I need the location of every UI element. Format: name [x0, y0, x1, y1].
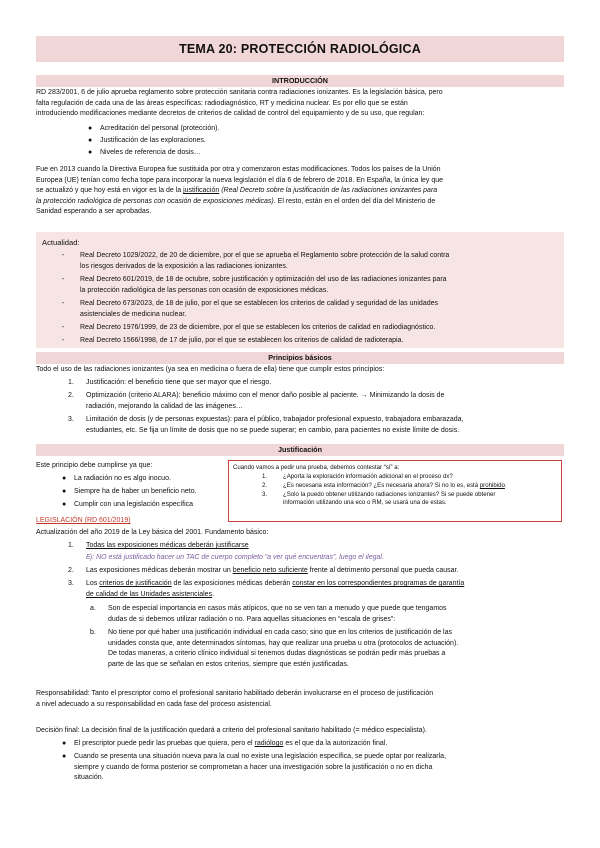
list-item	[74, 752, 560, 784]
underlined-term: justificación	[183, 187, 220, 195]
text-span: Las exposiciones médicas deberán mostrar un	[86, 567, 233, 574]
list-number: 2.	[262, 482, 268, 489]
intro-paragraph-1	[36, 88, 564, 120]
text-span: Los	[86, 580, 100, 587]
underlined-term: criterios de justificación	[99, 580, 172, 587]
underlined-term: radiólogo	[254, 740, 284, 747]
list-number: 3.	[68, 580, 74, 587]
list-item: La radiación no es algo inocuo.	[74, 475, 171, 482]
underlined-term: constar en los correspondientes programas de garantía	[292, 580, 465, 587]
bullet-icon: ●	[88, 125, 93, 132]
list-number: 1.	[68, 379, 74, 386]
decision-final: Decisión final: La decisión final de la justificación quedará a criterio del profesional sanitario habilitado (= médico especialista).	[36, 727, 427, 734]
text-line: situación.	[74, 774, 104, 782]
italic-span: la protección radiológica de personas con ocasión de exposiciones médicas)	[36, 197, 274, 205]
text-line: ¿Solo la puedo obtener utilizando radiaciones ionizantes? Si se puede obtener	[283, 491, 496, 498]
text-line: Son de especial importancia en casos más atípicos, que no se ven tan a menudo y que puede que tengamos	[108, 605, 447, 612]
dash-marker: -	[62, 337, 65, 344]
sub-item	[108, 604, 560, 625]
bullet-icon: ●	[62, 501, 67, 508]
text-line: RD 283/2001, 6 de julio aprueba reglamento sobre protección sanitaria contra radiaciones ionizantes. Es la legislación básica, pero	[36, 89, 443, 96]
text-span: El prescriptor puede pedir las pruebas que quiera, pero el	[74, 740, 255, 747]
text-line: Cuando se presenta una situación nueva para la cual no existe una legislación específica, se puede optar por realizarla,	[74, 753, 447, 760]
principio-item	[86, 391, 560, 412]
text-line: Sanidad esperando a ser aprobadas.	[36, 208, 152, 216]
sub-item	[108, 628, 560, 670]
bullet-icon: ●	[62, 488, 67, 495]
list-item: Siempre ha de haber un beneficio neto.	[74, 488, 197, 495]
text-span: . El resto, están en el orden del día del Ministerio de	[273, 197, 436, 205]
actualidad-item: Real Decreto 1566/1998, de 17 de julio, por el que se establecen los criterios de calidad de radioterapia.	[80, 337, 404, 344]
text-line: unidades consta que, ante determinados síntomas, hay que realizar una prueba u otra (protocolos de actuación).	[108, 639, 459, 647]
underlined-term: de calidad de las Unidades asistenciales	[86, 590, 213, 598]
callout-item	[283, 482, 507, 490]
list-item: Acreditación del personal (protección).	[100, 125, 220, 132]
text-line: No tiene por qué haber una justificación individual en cada caso; sino que en los criterios de justificación de las	[108, 629, 452, 636]
text-line: falta regulación de cada una de las áreas específicas: radiodiagnóstico, RT y medicina nuclear. Es por ello que se están	[36, 99, 408, 107]
text-line: parte de las que se señalan en estos criterios, siempre que estén justificadas.	[108, 660, 349, 668]
actualidad-item: Real Decreto 1976/1999, de 23 de diciembre, por el que se establecen los criterios de calidad en radiodiagnóstico.	[80, 324, 436, 331]
legislacion-intro: Actualización del año 2019 de la Ley básica del 2001. Fundamento básico:	[36, 529, 269, 536]
text-line: introduciendo modificaciones mediante decretos de criterios de calidad de control del equipamiento y de su uso, que regulan:	[36, 110, 425, 118]
actualidad-item	[80, 251, 558, 272]
norma-item	[86, 541, 249, 552]
bullet-icon: ●	[62, 753, 67, 760]
list-item: Cumplir con una legislación específica	[74, 501, 194, 508]
principios-intro: Todo el uso de las radiaciones ionizantes (ya sea en medicina o fuera de ella) tiene que cumplir estos principios:	[36, 366, 385, 373]
text-span: es el que da la autorización final.	[283, 740, 388, 747]
page-title: TEMA 20: PROTECCIÓN RADIOLÓGICA	[36, 36, 564, 62]
text-line	[86, 579, 560, 590]
list-number: 1.	[68, 542, 74, 549]
text-line: Fue en 2013 cuando la Directiva Europea fue sustituida por otra y comenzaron estas modificaciones. Todos los países de la Unión	[36, 166, 441, 173]
italic-span: (Real Decreto sobre la justificación de las radiaciones ionizantes para	[219, 187, 438, 195]
text-line: radiación, mejorando la calidad de las imágenes…	[86, 402, 243, 410]
text-line: Optimización (criterio ALARA): beneficio máximo con el menor daño posible al paciente. → Minimizando la dosis de	[86, 392, 445, 399]
text-line: Responsabilidad: Tanto el prescriptor como el profesional sanitario habilitado deberán involucrarse en el proceso de justificación	[36, 690, 434, 697]
list-item: Niveles de referencia de dosis…	[100, 149, 201, 156]
text-line: dudas de si debemos utilizar radiación o no. Para aquellas situaciones en “escala de grises”:	[108, 615, 396, 623]
text-span: .	[504, 482, 507, 489]
text-line	[36, 186, 564, 197]
bullet-icon: ●	[88, 149, 93, 156]
text-span: frente al detrimento personal que pueda causar.	[307, 567, 459, 574]
list-number: 3.	[68, 416, 74, 423]
justificacion-intro: Este principio debe cumplirse ya que:	[36, 462, 153, 469]
dash-marker: -	[62, 276, 65, 283]
text-line: asistenciales de medicina nuclear.	[80, 310, 187, 318]
text-line	[86, 590, 560, 601]
text-line: De todas maneras, a criterio clínico individual si tenemos dudas diagnósticas se podrán pedir más pruebas a	[108, 650, 446, 658]
text-span: se actualizó y que hoy está en vigor es la de la	[36, 187, 184, 195]
list-number: 2.	[68, 567, 74, 574]
text-line: siempre y cuando de forma posterior se comprometan a hacer una investigación sobre la justificación o no en dicha	[74, 763, 433, 771]
norma-item	[86, 566, 458, 577]
dash-marker: -	[62, 300, 65, 307]
text-line: información utilizando una eco o RM, se usará una de estas.	[283, 499, 447, 507]
text-line: Real Decreto 673/2023, de 18 de julio, por el que se establecen los criterios de calidad y seguridad de las unidades	[80, 300, 439, 307]
text-line: Limitación de dosis (y de personas expuestas): para el público, trabajador profesional expuesto, trabajadora embarazada,	[86, 416, 464, 423]
underlined-term: LEGISLACIÓN (RD 601/2019)	[36, 517, 131, 524]
principio-item: Justificación: el beneficio tiene que ser mayor que el riesgo.	[86, 379, 272, 386]
norma-item	[86, 579, 560, 600]
text-line: Real Decreto 601/2019, de 18 de octubre, sobre justificación y optimización del uso de las radiaciones ionizantes para	[80, 276, 447, 283]
list-item: Justificación de las exploraciones.	[100, 137, 206, 144]
principio-item	[86, 415, 560, 436]
dash-marker: -	[62, 324, 65, 331]
bullet-icon: ●	[62, 740, 67, 747]
text-line: los riesgos derivados de la exposición a las radiaciones ionizantes.	[80, 262, 288, 270]
legislacion-heading	[36, 516, 131, 527]
underlined-term: prohibido	[479, 482, 505, 489]
list-number: 3.	[262, 491, 268, 498]
text-span: de las exposiciones médicas deberán	[171, 580, 293, 587]
callout-item	[283, 491, 555, 508]
responsabilidad-paragraph	[36, 689, 564, 710]
bullet-icon: ●	[88, 137, 93, 144]
text-line: estudiantes, etc. Se fija un límite de dosis que no se puede superar; en cambio, para pacientes no existe límite de dosis.	[86, 426, 460, 434]
dash-marker: -	[62, 252, 65, 259]
text-line: Real Decreto 1029/2022, de 20 de diciembre, por el que se aprueba el Reglamento sobre protección de la salud contra	[80, 252, 450, 259]
list-number: 1.	[262, 473, 268, 480]
callout-intro: Cuando vamos a pedir una prueba, debemos contestar “sí” a:	[233, 464, 400, 471]
actualidad-item	[80, 299, 558, 320]
example-note: Ej: NO está justificado hacer un TAC de cuerpo completo “a ver qué encuentras”, luego el ilegal.	[86, 554, 384, 561]
text-line: a nivel adecuado a su responsabilidad en cada fase del proceso asistencial.	[36, 700, 272, 708]
text-line: Europea (UE) tenían como fecha tope para incorporar la nueva legislación el día 6 de febrero de 2018. En España, la única ley que	[36, 176, 444, 184]
bullet-icon: ●	[62, 475, 67, 482]
intro-paragraph-2	[36, 165, 564, 218]
callout-item: ¿Aporta la exploración información adicional en el proceso dx?	[283, 473, 453, 480]
actualidad-item	[80, 275, 558, 296]
text-span: .	[212, 590, 215, 598]
underlined-term: Todas las exposiciones médicas deberán justificarse	[86, 542, 249, 549]
section-heading-justificacion: Justificación	[36, 444, 564, 456]
underlined-term: beneficio neto suficiente	[232, 567, 308, 574]
section-heading-principios: Principios básicos	[36, 352, 564, 364]
text-line	[36, 197, 564, 208]
actualidad-label: Actualidad:	[42, 238, 80, 247]
section-heading-introduccion: INTRODUCCIÓN	[36, 75, 564, 87]
text-line: la protección radiológica de las personas con ocasión de exposiciones médicas.	[80, 286, 329, 294]
list-letter: b.	[90, 629, 96, 636]
list-number: 2.	[68, 392, 74, 399]
text-span: ¿Es necesaria esta información? ¿Es necesaria ahora? Si no lo es, está	[283, 482, 480, 489]
list-item	[74, 739, 387, 750]
list-letter: a.	[90, 605, 96, 612]
